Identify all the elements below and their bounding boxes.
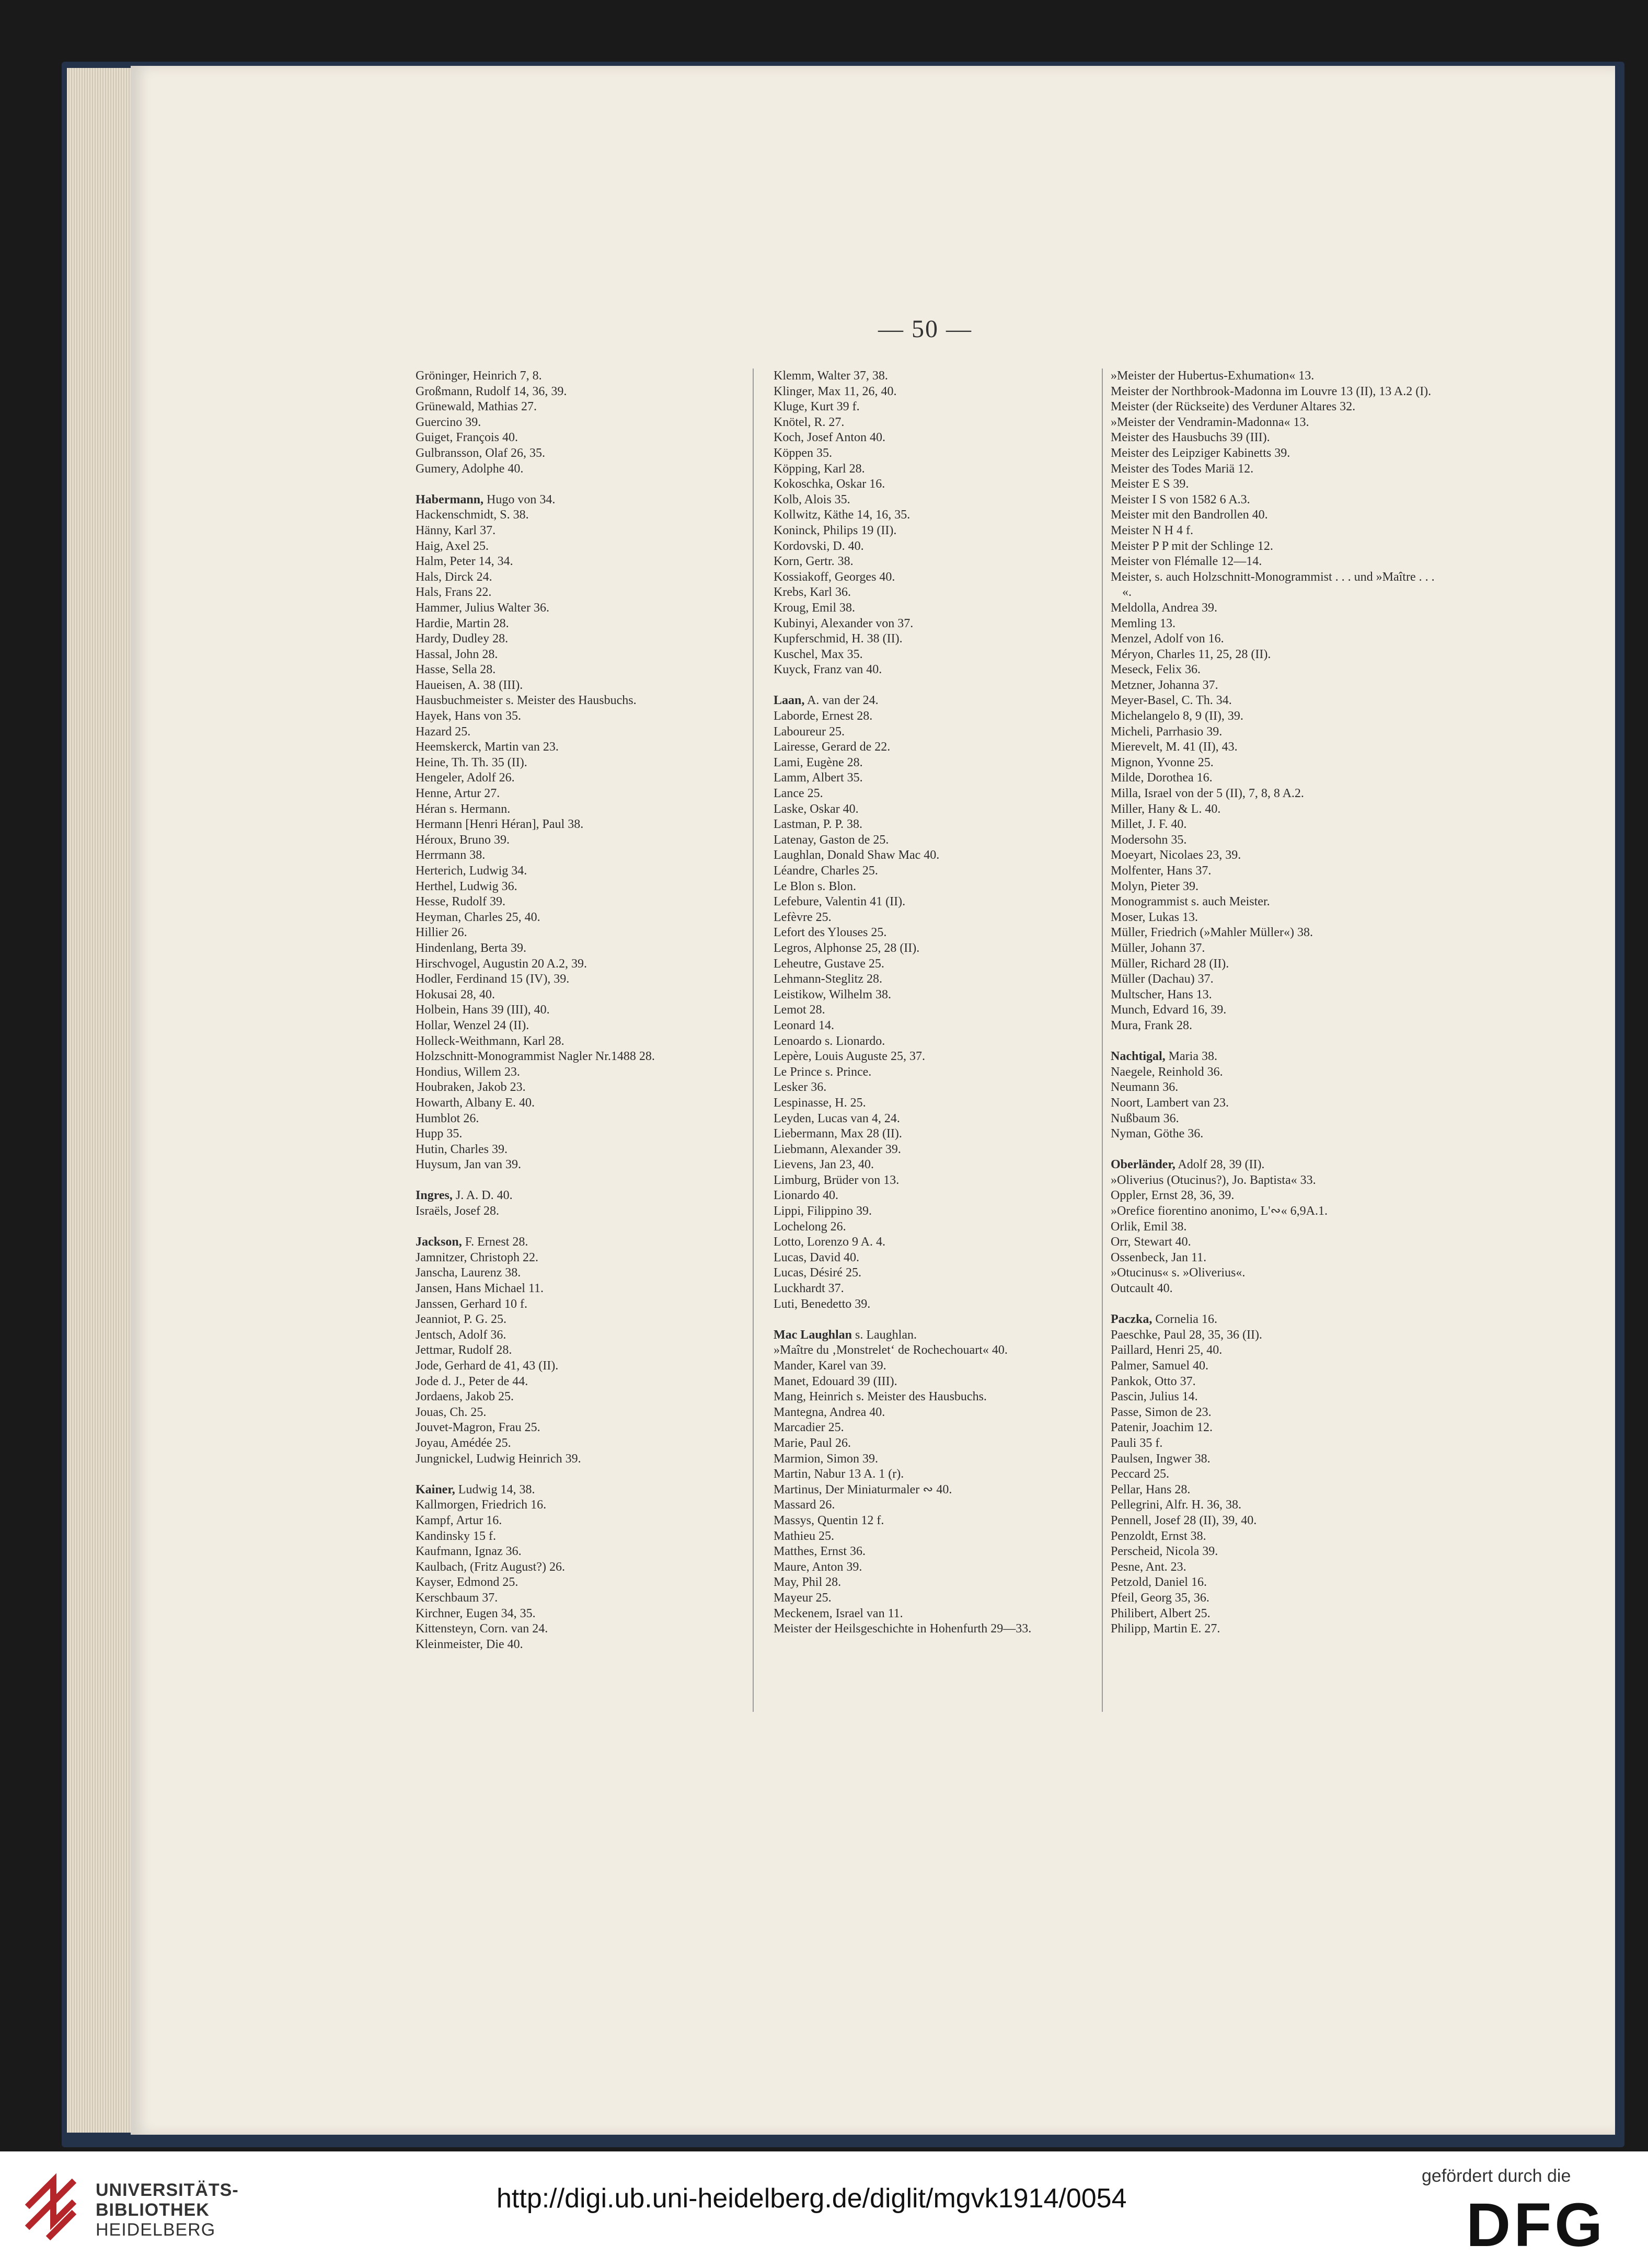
section-head-name: Oberländer,	[1111, 1158, 1176, 1172]
library-name	[96, 2180, 239, 2240]
index-entry: Heemskerck, Martin van 23.	[416, 740, 559, 754]
index-entry: Laborde, Ernest 28.	[774, 709, 873, 723]
index-entry: Lespinasse, H. 25.	[774, 1096, 866, 1110]
section-head-name: Habermann,	[416, 492, 484, 506]
index-entry: Hesse, Rudolf 39.	[416, 895, 505, 909]
index-entry: Humblot 26.	[416, 1111, 479, 1125]
index-entry: Meister E S 39.	[1111, 477, 1189, 491]
index-entry: Mayeur 25.	[774, 1591, 832, 1605]
index-entry: Herterich, Ludwig 34.	[416, 864, 527, 878]
index-entry: Herthel, Ludwig 36.	[416, 879, 517, 893]
index-entry: Hackenschmidt, S. 38.	[416, 508, 529, 522]
index-entry: Penzoldt, Ernst 38.	[1111, 1529, 1206, 1543]
index-entry: Leonard 14.	[774, 1018, 834, 1032]
index-entry: Lehmann-Steglitz 28.	[774, 972, 882, 986]
index-entry: Klinger, Max 11, 26, 40.	[774, 384, 897, 398]
index-entry: Kleinmeister, Die 40.	[416, 1637, 523, 1651]
index-entry: Lievens, Jan 23, 40.	[774, 1158, 874, 1172]
index-entry: Haueisen, A. 38 (III).	[416, 678, 523, 692]
column-divider	[753, 369, 754, 1712]
index-entry: »Maître du ‚Monstrelet‘ de Rochechouart« 40.	[774, 1343, 1008, 1357]
index-entry: Lefebure, Valentin 41 (II).	[774, 895, 906, 909]
index-entry: »Otucinus« s. »Oliverius«.	[1111, 1266, 1246, 1280]
library-name-line: UNIVERSITÄTS-	[96, 2180, 239, 2200]
index-entry: Millet, J. F. 40.	[1111, 818, 1187, 832]
index-entry: Grünewald, Mathias 27.	[416, 400, 537, 414]
index-entry: Klemm, Walter 37, 38.	[774, 369, 888, 383]
column-divider	[1102, 369, 1103, 1712]
index-entry: Jode d. J., Peter de 44.	[416, 1374, 528, 1388]
index-entry: Mignon, Yvonne 25.	[1111, 755, 1214, 769]
index-entry: Kaufmann, Ignaz 36.	[416, 1545, 522, 1559]
index-entry: Kolb, Alois 35.	[774, 492, 850, 506]
index-entry: Paczka, Cornelia 16.	[1111, 1313, 1217, 1327]
index-entry: Henne, Artur 27.	[416, 787, 500, 801]
university-library-logo-icon	[17, 2170, 90, 2243]
index-entry: Pellar, Hans 28.	[1111, 1482, 1191, 1496]
section-head-name: Paczka,	[1111, 1313, 1153, 1327]
index-entry: Koch, Josef Anton 40.	[774, 431, 885, 445]
index-entry: Guiget, François 40.	[416, 431, 518, 445]
index-entry: Kerschbaum 37.	[416, 1591, 498, 1605]
section-head-name: Mac Laughlan	[774, 1328, 852, 1342]
section-head-name: Laan,	[774, 694, 805, 708]
index-entry: Nachtigal, Maria 38.	[1111, 1050, 1217, 1064]
index-entry: Meister des Leipziger Kabinetts 39.	[1111, 446, 1290, 460]
index-entry: Martin, Nabur 13 A. 1 (r).	[774, 1467, 904, 1481]
index-entry: Manet, Edouard 39 (III).	[774, 1374, 897, 1388]
index-entry: Jordaens, Jakob 25.	[416, 1390, 514, 1404]
index-entry: »Orefice fiorentino anonimo, L'∾« 6,9A.1.	[1111, 1204, 1328, 1218]
index-entry: Orr, Stewart 40.	[1111, 1235, 1191, 1249]
index-entry: Meister P P mit der Schlinge 12.	[1111, 539, 1273, 553]
index-entry: Pauli 35 f.	[1111, 1436, 1163, 1450]
index-entry: Meister mit den Bandrollen 40.	[1111, 508, 1268, 522]
index-entry: Hirschvogel, Augustin 20 A.2, 39.	[416, 957, 587, 971]
index-entry: Liebmann, Alexander 39.	[774, 1142, 901, 1156]
index-entry: Laughlan, Donald Shaw Mac 40.	[774, 848, 940, 862]
index-entry: Marmion, Simon 39.	[774, 1452, 879, 1466]
index-entry: Jettmar, Rudolf 28.	[416, 1343, 512, 1357]
index-entry: Passe, Simon de 23.	[1111, 1405, 1212, 1419]
section-gap	[774, 678, 1098, 694]
index-entry: Miller, Hany & L. 40.	[1111, 802, 1221, 816]
index-entry: Meister N H 4 f.	[1111, 523, 1193, 537]
index-entry: Kallmorgen, Friedrich 16.	[416, 1498, 547, 1512]
index-entry: Kuyck, Franz van 40.	[774, 663, 882, 677]
index-entry: Müller, Friedrich (»Mahler Müller«) 38.	[1111, 926, 1313, 940]
index-entry: Metzner, Johanna 37.	[1111, 678, 1218, 692]
index-entry: Koninck, Philips 19 (II).	[774, 523, 897, 537]
index-entry: Hasse, Sella 28.	[416, 663, 496, 677]
index-entry: Paulsen, Ingwer 38.	[1111, 1452, 1211, 1466]
index-entry: Micheli, Parrhasio 39.	[1111, 724, 1223, 739]
index-entry: Jouas, Ch. 25.	[416, 1405, 487, 1419]
index-entry: Jeanniot, P. G. 25.	[416, 1313, 506, 1327]
index-entry: Mang, Heinrich s. Meister des Hausbuchs.	[774, 1390, 987, 1404]
index-entry: Hengeler, Adolf 26.	[416, 771, 515, 785]
index-entry: Monogrammist s. auch Meister.	[1111, 895, 1270, 909]
index-entry: Hondius, Willem 23.	[416, 1065, 520, 1079]
index-entry: Müller (Dachau) 37.	[1111, 972, 1214, 986]
index-entry: Lionardo 40.	[774, 1189, 838, 1203]
index-entry: Pesne, Ant. 23.	[1111, 1560, 1186, 1574]
index-entry: Lucas, Désiré 25.	[774, 1266, 861, 1280]
index-entry: Lemot 28.	[774, 1003, 825, 1017]
index-entry: Pellegrini, Alfr. H. 36, 38.	[1111, 1498, 1241, 1512]
index-entry: Laske, Oskar 40.	[774, 802, 859, 816]
index-entry: Lochelong 26.	[774, 1219, 846, 1234]
index-entry: Kollwitz, Käthe 14, 16, 35.	[774, 508, 911, 522]
section-gap	[416, 1173, 734, 1189]
index-entry: Meister der Northbrook-Madonna im Louvre 13 (II), 13 A.2 (I).	[1111, 384, 1432, 398]
index-entry: Kubinyi, Alexander von 37.	[774, 616, 914, 630]
index-column-3	[1111, 369, 1435, 1637]
section-gap	[416, 1467, 734, 1482]
dfg-logo: DFG	[1466, 2191, 1606, 2260]
index-entry: Latenay, Gaston de 25.	[774, 833, 889, 847]
index-entry: Holzschnitt-Monogrammist Nagler Nr.1488 28.	[416, 1050, 655, 1064]
index-entry: Guercino 39.	[416, 415, 481, 429]
index-entry: Meister I S von 1582 6 A.3.	[1111, 492, 1250, 506]
index-entry: Lucas, David 40.	[774, 1250, 859, 1264]
index-entry: Massys, Quentin 12 f.	[774, 1513, 884, 1527]
index-entry: Modersohn 35.	[1111, 833, 1187, 847]
section-gap	[1111, 1142, 1435, 1158]
index-entry: Müller, Richard 28 (II).	[1111, 957, 1229, 971]
index-entry: Kuschel, Max 35.	[774, 647, 863, 661]
section-gap	[416, 1219, 734, 1235]
index-entry: Köppen 35.	[774, 446, 832, 460]
index-entry: Luckhardt 37.	[774, 1282, 844, 1296]
index-entry: Petzold, Daniel 16.	[1111, 1575, 1207, 1590]
index-entry: Kirchner, Eugen 34, 35.	[416, 1606, 536, 1620]
index-entry: Meseck, Felix 36.	[1111, 663, 1201, 677]
index-entry: Holleck-Weithmann, Karl 28.	[416, 1034, 564, 1048]
index-entry: Janscha, Laurenz 38.	[416, 1266, 521, 1280]
index-entry: Hupp 35.	[416, 1127, 463, 1141]
index-entry: Massard 26.	[774, 1498, 835, 1512]
index-entry: Oberländer, Adolf 28, 39 (II).	[1111, 1158, 1265, 1172]
index-entry: Hayek, Hans von 35.	[416, 709, 521, 723]
index-entry: Kaulbach, (Fritz August?) 26.	[416, 1560, 565, 1574]
index-entry: Liebermann, Max 28 (II).	[774, 1127, 902, 1141]
index-entry: Meldolla, Andrea 39.	[1111, 601, 1217, 615]
index-entry: Kluge, Kurt 39 f.	[774, 400, 860, 414]
index-entry: Noort, Lambert van 23.	[1111, 1096, 1229, 1110]
index-entry: Oppler, Ernst 28, 36, 39.	[1111, 1189, 1235, 1203]
index-entry: Lairesse, Gerard de 22.	[774, 740, 891, 754]
index-entry: Molyn, Pieter 39.	[1111, 879, 1198, 893]
index-entry: Mander, Karel van 39.	[774, 1359, 886, 1373]
index-entry: Jungnickel, Ludwig Heinrich 39.	[416, 1452, 581, 1466]
index-entry: Leheutre, Gustave 25.	[774, 957, 884, 971]
index-entry: Jentsch, Adolf 36.	[416, 1328, 506, 1342]
index-entry: Kainer, Ludwig 14, 38.	[416, 1482, 535, 1496]
index-entry: Legros, Alphonse 25, 28 (II).	[774, 941, 920, 955]
index-entry: Meister von Flémalle 12—14.	[1111, 555, 1262, 569]
index-entry: Heyman, Charles 25, 40.	[416, 910, 540, 924]
index-entry: Memling 13.	[1111, 616, 1176, 630]
index-entry: Mantegna, Andrea 40.	[774, 1405, 885, 1419]
index-entry: Jode, Gerhard de 41, 43 (II).	[416, 1359, 559, 1373]
index-entry: Hardie, Martin 28.	[416, 616, 509, 630]
index-entry: Hazard 25.	[416, 724, 471, 739]
index-entry: Haig, Axel 25.	[416, 539, 489, 553]
index-entry: Patenir, Joachim 12.	[1111, 1421, 1213, 1435]
index-entry: Meyer-Basel, C. Th. 34.	[1111, 694, 1232, 708]
index-entry: Hardy, Dudley 28.	[416, 632, 509, 646]
page-edges	[67, 68, 135, 2133]
index-entry: Knötel, R. 27.	[774, 415, 845, 429]
section-head-name: Ingres,	[416, 1189, 453, 1203]
index-entry: Kokoschka, Oskar 16.	[774, 477, 885, 491]
index-entry: Gumery, Adolphe 40.	[416, 462, 524, 476]
index-entry: Hodler, Ferdinand 15 (IV), 39.	[416, 972, 570, 986]
footer-bar	[0, 2151, 1648, 2268]
section-head-name: Kainer,	[416, 1482, 455, 1496]
index-entry: Léandre, Charles 25.	[774, 864, 878, 878]
index-entry: Mathieu 25.	[774, 1529, 834, 1543]
index-entry: Moser, Lukas 13.	[1111, 910, 1198, 924]
index-entry: Korn, Gertr. 38.	[774, 555, 854, 569]
index-entry: Kandinsky 15 f.	[416, 1529, 496, 1543]
index-entry: »Meister der Vendramin-Madonna« 13.	[1111, 415, 1309, 429]
index-entry: May, Phil 28.	[774, 1575, 842, 1590]
index-entry: Le Prince s. Prince.	[774, 1065, 872, 1079]
index-entry: Lastman, P. P. 38.	[774, 818, 863, 832]
index-entry: Outcault 40.	[1111, 1282, 1173, 1296]
index-entry: Peccard 25.	[1111, 1467, 1169, 1481]
index-entry: Kossiakoff, Georges 40.	[774, 570, 895, 584]
index-entry: Neumann 36.	[1111, 1080, 1179, 1095]
section-gap	[774, 1312, 1098, 1328]
index-entry: Halm, Peter 14, 34.	[416, 555, 513, 569]
index-entry: Herrmann 38.	[416, 848, 486, 862]
index-entry: Kordovski, D. 40.	[774, 539, 864, 553]
index-entry: Lefort des Ylouses 25.	[774, 926, 887, 940]
index-entry: Hollar, Wenzel 24 (II).	[416, 1018, 529, 1032]
library-name-line: BIBLIOTHEK	[96, 2200, 210, 2220]
index-entry: Nyman, Göthe 36.	[1111, 1127, 1204, 1141]
index-entry: Hals, Dirck 24.	[416, 570, 492, 584]
index-entry: Meister des Todes Mariä 12.	[1111, 462, 1254, 476]
page-number: — 50 —	[878, 315, 972, 343]
index-entry: Mura, Frank 28.	[1111, 1018, 1192, 1032]
section-gap	[416, 477, 734, 492]
index-entry: Köpping, Karl 28.	[774, 462, 865, 476]
index-entry: Meister der Heilsgeschichte in Hohenfurth 29—33.	[774, 1622, 1032, 1636]
index-entry: Le Blon s. Blon.	[774, 879, 857, 893]
section-head-name: Nachtigal,	[1111, 1050, 1166, 1064]
index-entry: Pascin, Julius 14.	[1111, 1390, 1198, 1404]
index-entry: Lippi, Filippino 39.	[774, 1204, 872, 1218]
index-entry: Hals, Frans 22.	[416, 585, 492, 600]
index-entry: Matthes, Ernst 36.	[774, 1545, 866, 1559]
index-entry: Méryon, Charles 11, 25, 28 (II).	[1111, 647, 1271, 661]
index-entry: Marie, Paul 26.	[774, 1436, 851, 1450]
index-entry: Janssen, Gerhard 10 f.	[416, 1297, 527, 1311]
index-entry: Lance 25.	[774, 787, 823, 801]
permalink-url[interactable]: http://digi.ub.uni-heidelberg.de/diglit/mgvk1914/0054	[497, 2183, 1127, 2214]
index-entry: Jouvet-Magron, Frau 25.	[416, 1421, 540, 1435]
index-entry: Martinus, Der Miniaturmaler ∾ 40.	[774, 1482, 952, 1496]
index-entry: Palmer, Samuel 40.	[1111, 1359, 1209, 1373]
index-entry: Milde, Dorothea 16.	[1111, 771, 1213, 785]
index-entry: Jansen, Hans Michael 11.	[416, 1282, 544, 1296]
index-entry: Israëls, Josef 28.	[416, 1204, 499, 1218]
index-entry: Moeyart, Nicolaes 23, 39.	[1111, 848, 1241, 862]
index-entry: Héroux, Bruno 39.	[416, 833, 510, 847]
index-entry: Pfeil, Georg 35, 36.	[1111, 1591, 1209, 1605]
index-entry: Paillard, Henri 25, 40.	[1111, 1343, 1223, 1357]
index-entry: Lotto, Lorenzo 9 A. 4.	[774, 1235, 885, 1249]
index-entry: Huysum, Jan van 39.	[416, 1158, 521, 1172]
index-entry: Michelangelo 8, 9 (II), 39.	[1111, 709, 1243, 723]
index-entry: Kampf, Artur 16.	[416, 1513, 502, 1527]
index-entry: Philibert, Albert 25.	[1111, 1606, 1211, 1620]
index-entry: Limburg, Brüder von 13.	[774, 1173, 900, 1187]
index-entry: Müller, Johann 37.	[1111, 941, 1205, 955]
section-gap	[1111, 1297, 1435, 1313]
index-entry: Hänny, Karl 37.	[416, 523, 496, 537]
index-entry: Hokusai 28, 40.	[416, 987, 495, 1001]
index-entry: Ingres, J. A. D. 40.	[416, 1189, 513, 1203]
index-entry: Menzel, Adolf von 16.	[1111, 632, 1224, 646]
index-entry: Houbraken, Jakob 23.	[416, 1080, 526, 1095]
index-entry: Molfenter, Hans 37.	[1111, 864, 1212, 878]
index-entry: »Meister der Hubertus-Exhumation« 13.	[1111, 369, 1315, 383]
index-entry: Hindenlang, Berta 39.	[416, 941, 526, 955]
index-entry: Howarth, Albany E. 40.	[416, 1096, 535, 1110]
index-entry: Lefèvre 25.	[774, 910, 832, 924]
index-entry: Hausbuchmeister s. Meister des Hausbuchs.	[416, 694, 637, 708]
index-entry: Gröninger, Heinrich 7, 8.	[416, 369, 542, 383]
index-entry: Héran s. Hermann.	[416, 802, 511, 816]
index-entry: Heine, Th. Th. 35 (II).	[416, 755, 527, 769]
index-entry: Luti, Benedetto 39.	[774, 1297, 871, 1311]
index-entry: Perscheid, Nicola 39.	[1111, 1545, 1218, 1559]
index-entry: »Oliverius (Otucinus?), Jo. Baptista« 33.	[1111, 1173, 1316, 1187]
index-entry: Krebs, Karl 36.	[774, 585, 851, 600]
index-entry: Holbein, Hans 39 (III), 40.	[416, 1003, 550, 1017]
index-entry: Lesker 36.	[774, 1080, 827, 1095]
index-entry: Lamm, Albert 35.	[774, 771, 863, 785]
index-entry: Meckenem, Israel van 11.	[774, 1606, 903, 1620]
index-entry: Pankok, Otto 37.	[1111, 1374, 1196, 1388]
index-entry: Philipp, Martin E. 27.	[1111, 1622, 1220, 1636]
index-entry: Mac Laughlan s. Laughlan.	[774, 1328, 917, 1342]
index-entry: Hermann [Henri Héran], Paul 38.	[416, 818, 584, 832]
index-entry: Meister des Hausbuchs 39 (III).	[1111, 431, 1270, 445]
index-entry: Pennell, Josef 28 (II), 39, 40.	[1111, 1513, 1257, 1527]
index-entry: Paeschke, Paul 28, 35, 36 (II).	[1111, 1328, 1262, 1342]
funded-by-text: gefördert durch die	[1422, 2166, 1571, 2186]
index-entry: Hutin, Charles 39.	[416, 1142, 508, 1156]
index-entry: Naegele, Reinhold 36.	[1111, 1065, 1223, 1079]
section-head-name: Jackson,	[416, 1235, 462, 1249]
index-entry: Lami, Eugène 28.	[774, 755, 863, 769]
index-entry: Nußbaum 36.	[1111, 1111, 1179, 1125]
index-entry: Jamnitzer, Christoph 22.	[416, 1250, 539, 1264]
index-entry: Milla, Israel von der 5 (II), 7, 8, 8 A.2.	[1111, 787, 1304, 801]
library-name-line: HEIDELBERG	[96, 2220, 216, 2240]
index-entry: Orlik, Emil 38.	[1111, 1219, 1187, 1234]
index-entry: Laboureur 25.	[774, 724, 845, 739]
index-entry: Maure, Anton 39.	[774, 1560, 862, 1574]
index-entry: Habermann, Hugo von 34.	[416, 492, 556, 506]
index-entry: Hillier 26.	[416, 926, 467, 940]
index-entry: Lepère, Louis Auguste 25, 37.	[774, 1050, 925, 1064]
index-entry: Leistikow, Wilhelm 38.	[774, 987, 892, 1001]
index-entry: Hassal, John 28.	[416, 647, 498, 661]
section-gap	[1111, 1034, 1435, 1050]
index-entry: Mierevelt, M. 41 (II), 43.	[1111, 740, 1238, 754]
index-entry: Munch, Edvard 16, 39.	[1111, 1003, 1227, 1017]
index-entry: Multscher, Hans 13.	[1111, 987, 1212, 1001]
index-entry: Laan, A. van der 24.	[774, 694, 879, 708]
index-entry: Kroug, Emil 38.	[774, 601, 855, 615]
index-entry: Lenoardo s. Lionardo.	[774, 1034, 885, 1048]
index-entry: Joyau, Amédée 25.	[416, 1436, 511, 1450]
index-entry: Großmann, Rudolf 14, 36, 39.	[416, 384, 567, 398]
index-entry: Kupferschmid, H. 38 (II).	[774, 632, 903, 646]
index-column-1	[416, 369, 734, 1652]
index-entry: Kayser, Edmond 25.	[416, 1575, 518, 1590]
index-entry: Meister, s. auch Holzschnitt-Monogrammist . . . und »Maître . . . «.	[1111, 570, 1435, 600]
index-entry: Jackson, F. Ernest 28.	[416, 1235, 528, 1249]
index-entry: Gulbransson, Olaf 26, 35.	[416, 446, 545, 460]
index-entry: Marcadier 25.	[774, 1421, 844, 1435]
index-entry: Meister (der Rückseite) des Verduner Altares 32.	[1111, 400, 1356, 414]
index-entry: Ossenbeck, Jan 11.	[1111, 1250, 1207, 1264]
index-entry: Leyden, Lucas van 4, 24.	[774, 1111, 900, 1125]
index-entry: Kittensteyn, Corn. van 24.	[416, 1622, 548, 1636]
index-entry: Hammer, Julius Walter 36.	[416, 601, 549, 615]
index-column-2	[774, 369, 1098, 1637]
